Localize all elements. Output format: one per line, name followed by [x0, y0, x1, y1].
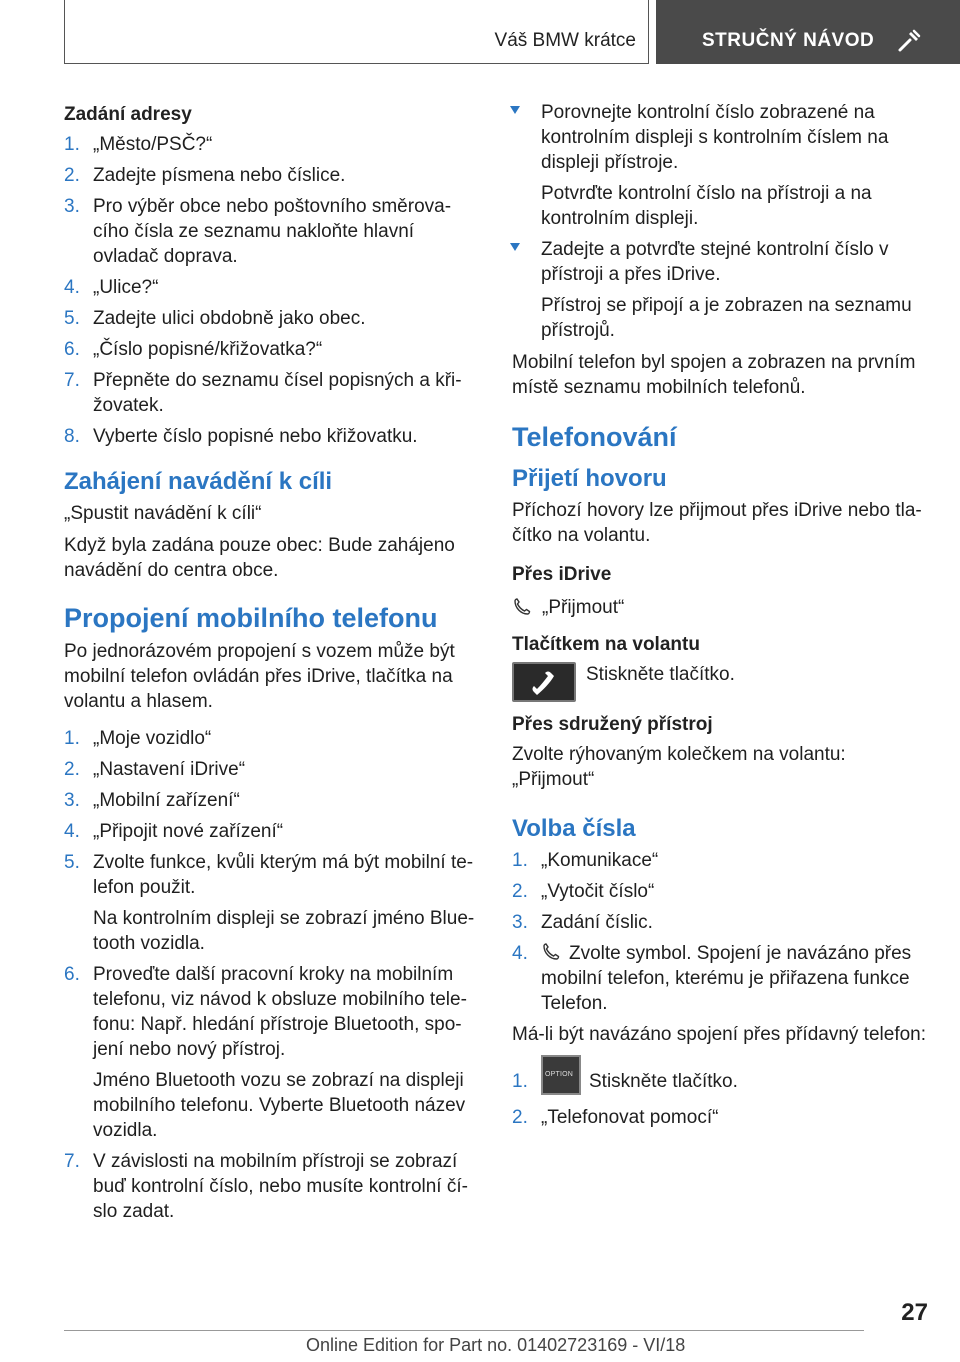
via-button-heading: Tlačítkem na volantu	[512, 634, 700, 655]
phone-handset-icon	[528, 668, 560, 698]
list-item: Zadejte a potvrďte stejné kontrolní číslo v přístroji a přes iDrive.	[483, 237, 932, 287]
via-idrive-row: „Přijmout“	[512, 595, 932, 620]
list-item: 4. „Připojit nové zařízení“	[64, 821, 284, 842]
phone-icon	[512, 597, 532, 617]
pair-heading: Propojení mobilního telefonu	[64, 603, 438, 633]
phone-icon	[541, 942, 561, 962]
calls-heading: Telefonování	[512, 422, 677, 452]
compare-bullets	[483, 100, 932, 287]
section-title: Váš BMW krátce	[494, 30, 636, 51]
list-item: 1. OPTION Stiskněte tlačítko.	[512, 1069, 932, 1095]
steering-wheel-phone-button	[512, 662, 576, 702]
option-button: OPTION	[541, 1055, 581, 1095]
via-cluster-heading: Přes sdružený přístroj	[512, 714, 713, 735]
nav-paragraph: Když byla zadána pouze obec: Bude zahájeno navádění do centra obce.	[64, 535, 455, 581]
edition-text: Online Edition for Part no. 01402723169 - VI/18	[306, 1335, 686, 1355]
list-item: 2. „Vytočit číslo“	[512, 881, 655, 902]
list-item: 3. „Mobilní zařízení“	[64, 790, 240, 811]
list-item: 8. Vyberte číslo popisné nebo křižovatku.	[64, 426, 418, 447]
list-item: 6. Proveďte další pracovní kroky na mobilním telefonu, viz návod k obsluze mobilního telefonu: Např. hledání přístroje Bluetooth, spojení nebo nový přístroj. Jméno Bluetooth vozu se zobrazí na displeji mobilního telefonu. Vyberte Bluetooth název vozidla.	[64, 964, 467, 1141]
extra-steps	[512, 1069, 932, 1130]
list-item: 1. „Moje vozidlo“	[64, 728, 212, 749]
header-section-tab	[64, 0, 649, 64]
address-steps	[64, 132, 480, 449]
via-idrive-heading: Přes iDrive	[512, 564, 612, 585]
pair-steps	[64, 726, 480, 1224]
right-column	[512, 100, 932, 1136]
extra-phone-text: Má-li být navázáno spojení přes přídavný telefon:	[512, 1024, 927, 1045]
list-item: 2. Zadejte písmena nebo číslice.	[64, 165, 346, 186]
page-number: 27	[901, 1299, 928, 1326]
via-button-row: Stiskněte tlačítko.	[512, 662, 932, 702]
list-item: 6. „Číslo popisné/křižovatka?“	[64, 339, 323, 360]
pair-intro: Po jednorázovém propojení s vozem může být mobilní telefon ovládán přes iDrive, tlačítka na volantu a hlasem.	[64, 641, 455, 712]
list-item: 2. „Telefonovat pomocí“	[512, 1107, 719, 1128]
list-item: 4. „Ulice?“	[64, 277, 159, 298]
nav-heading: Zahájení navádění k cíli	[64, 468, 333, 495]
list-item: 2. „Nastavení iDrive“	[64, 759, 246, 780]
after-bullets: Přístroj se připojí a je zobrazen na seznamu přístrojů.	[541, 295, 912, 341]
list-item: 1. „Komunikace“	[512, 850, 659, 871]
chapter-title: STRUČNÝ NÁVOD	[702, 30, 875, 51]
paired-note: Mobilní telefon byl spojen a zobrazen na prvním místě seznamu mobilních telefonů.	[512, 352, 916, 398]
address-heading: Zadání adresy	[64, 104, 192, 125]
list-item: 7. V závislosti na mobilním přístroji se zobrazí buď kontrolní číslo, nebo musíte kontrolní číslo zadat.	[64, 1151, 468, 1222]
list-item: 1. „Město/PSČ?“	[64, 134, 213, 155]
list-item: 7. Přepněte do seznamu čísel popisných a křižovatek.	[64, 370, 462, 416]
wrench-icon	[896, 28, 922, 54]
via-cluster-text2: „Přijmout“	[512, 769, 595, 790]
via-cluster-text: Zvolte rýhovaným kolečkem na volantu:	[512, 744, 846, 765]
list-item: 5. Zvolte funkce, kvůli kterým má být mobilní telefon použit. Na kontrolním displeji se zobrazí jméno Bluetooth vozidla.	[64, 852, 475, 954]
list-item: 5. Zadejte ulici obdobně jako obec.	[64, 308, 366, 329]
triangle-bullet-icon	[510, 243, 520, 251]
receive-intro: Příchozí hovory lze přijmout přes iDrive nebo tlačítko na volantu.	[512, 500, 922, 546]
list-item: 3. Pro výběr obce nebo poštovního směrovacího čísla ze seznamu nakloňte hlavní ovladač doprava.	[64, 196, 452, 267]
receive-heading: Přijetí hovoru	[512, 465, 667, 492]
list-item: 4. Zvolte symbol. Spojení je navázáno přes mobilní telefon, kterému je přiřazena funkce Telefon.	[512, 943, 912, 1014]
header-chapter-tab	[656, 0, 960, 64]
triangle-bullet-icon	[510, 106, 520, 114]
left-column	[64, 100, 480, 1230]
nav-paragraph: „Spustit navádění k cíli“	[64, 503, 262, 524]
list-item: Porovnejte kontrolní číslo zobrazené na kontrolním displeji s kontrolním číslem na displeji přístroje. Potvrďte kontrolní číslo na přístroji a na kontrolním displeji.	[483, 100, 932, 231]
footer-divider	[64, 1330, 864, 1331]
dial-heading: Volba čísla	[512, 815, 636, 842]
dial-steps	[512, 848, 932, 1016]
list-item: 3. Zadání číslic.	[512, 912, 653, 933]
